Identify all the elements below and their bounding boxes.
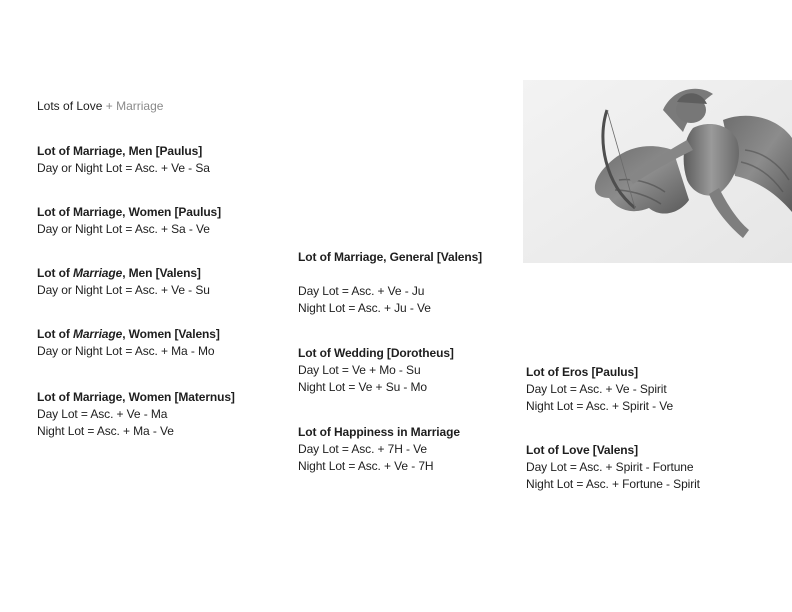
lot-heading: Lot of Eros [Paulus] (526, 365, 639, 379)
lot-formula-night: Night Lot = Asc. + Ve - 7H (298, 459, 434, 473)
lot-formula: Day or Night Lot = Asc. + Ve - Su (37, 283, 210, 297)
lot-heading: Lot of Love [Valens] (526, 443, 639, 457)
lot-love-valens (526, 442, 776, 493)
lot-formula-night: Night Lot = Asc. + Ma - Ve (37, 424, 174, 438)
lot-wedding-dorotheus (298, 345, 548, 396)
lot-heading: Lot of Happiness in Marriage (298, 425, 460, 439)
lot-eros-paulus (526, 364, 776, 415)
slide-title (37, 98, 163, 114)
lot-marriage-men-paulus (37, 143, 287, 177)
lot-formula-day: Day Lot = Asc. + Ve - Spirit (526, 382, 667, 396)
lot-formula-night: Night Lot = Asc. + Spirit - Ve (526, 399, 674, 413)
lot-formula-day: Day Lot = Asc. + Ve - Ju (298, 284, 425, 298)
lot-happiness-in-marriage (298, 424, 548, 475)
lot-formula-night: Night Lot = Ve + Su - Mo (298, 380, 428, 394)
lot-marriage-men-valens (37, 265, 287, 299)
lot-heading: Lot of Marriage, Women [Maternus] (37, 390, 235, 404)
lot-formula-day: Day Lot = Ve + Mo - Su (298, 363, 421, 377)
lot-formula-night: Night Lot = Asc. + Ju - Ve (298, 301, 431, 315)
title-subtitle: + Marriage (105, 99, 164, 113)
lot-marriage-women-maternus (37, 389, 287, 440)
lot-formula: Day or Night Lot = Asc. + Ma - Mo (37, 344, 215, 358)
lot-formula-night: Night Lot = Asc. + Fortune - Spirit (526, 477, 700, 491)
lot-heading: Lot of Marriage, General [Valens] (298, 250, 483, 264)
lot-formula-day: Day Lot = Asc. + 7H - Ve (298, 442, 428, 456)
lot-heading: Lot of Marriage, Men [Paulus] (37, 144, 203, 158)
lot-heading: Lot of Marriage, Women [Paulus] (37, 205, 222, 219)
eros-statue-image (523, 80, 792, 263)
lot-formula: Day or Night Lot = Asc. + Sa - Ve (37, 222, 210, 236)
lot-formula-day: Day Lot = Asc. + Ve - Ma (37, 407, 168, 421)
lot-formula-day: Day Lot = Asc. + Spirit - Fortune (526, 460, 694, 474)
lot-heading: Lot of Marriage, Women [Valens] (37, 327, 220, 341)
lot-heading: Lot of Wedding [Dorotheus] (298, 346, 454, 360)
lot-formula: Day or Night Lot = Asc. + Ve - Sa (37, 161, 210, 175)
lot-marriage-general-valens (298, 249, 548, 317)
title-main: Lots of Love (37, 99, 103, 113)
lot-marriage-women-paulus (37, 204, 287, 238)
lot-heading: Lot of Marriage, Men [Valens] (37, 266, 201, 280)
lot-marriage-women-valens (37, 326, 287, 360)
